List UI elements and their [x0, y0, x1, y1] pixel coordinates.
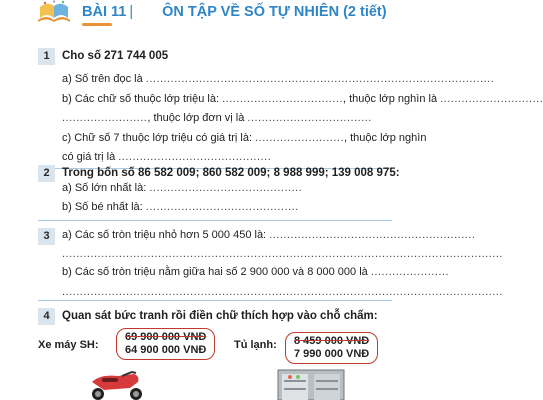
blank-dots[interactable]: ...........................................	[145, 201, 299, 213]
blank-dots[interactable]: ......................	[370, 266, 450, 278]
answer-line-3a2	[62, 248, 503, 260]
section-divider	[38, 220, 392, 221]
blank-dots[interactable]: .........................	[255, 132, 345, 144]
answer-line-1c2: có giá trị là ...........................................	[62, 151, 272, 163]
motorbike-illustration	[78, 370, 158, 400]
question-title: Trong bốn số 86 582 009; 860 582 009; 8 988 999; 139 008 975:	[62, 167, 400, 179]
question-number-badge: 1	[38, 48, 55, 65]
fridge-illustration	[276, 368, 346, 400]
title-accent-bar	[82, 23, 112, 26]
question-number-badge: 4	[38, 308, 55, 325]
question-number-badge: 3	[38, 228, 55, 245]
question-title: Cho số 271 744 005	[62, 50, 169, 62]
blank-dots[interactable]: ..................................................................................................	[145, 73, 495, 85]
blank-dots[interactable]: .............................	[440, 93, 543, 105]
blank-dots[interactable]: ...........................................	[149, 182, 303, 194]
blank-dots[interactable]: ............................................................................................................................	[62, 248, 503, 260]
motorbike-label: Xe máy SH:	[38, 339, 99, 351]
blank-dots[interactable]: ............................................................................................................................	[62, 286, 503, 298]
section-divider	[38, 300, 392, 301]
answer-line-2b: b) Số bé nhất là: ...........................................	[62, 201, 299, 213]
new-price: 7 990 000 VNĐ	[294, 348, 370, 360]
blank-dots[interactable]: ..........................................................	[269, 229, 476, 241]
answer-line-3b2	[62, 286, 503, 298]
title-separator: |	[129, 4, 134, 20]
question-number-badge: 2	[38, 165, 55, 182]
fridge-price-tag	[285, 332, 378, 364]
answer-line-2a: a) Số lớn nhất là: ...........................................	[62, 182, 303, 194]
answer-line-1a: a) Số trên đọc là ..................................................................................................	[62, 73, 495, 85]
old-price: 69 900 000 VNĐ	[125, 331, 207, 343]
blank-dots[interactable]: ..................................	[222, 93, 344, 105]
lesson-header	[0, 0, 400, 30]
lesson-title	[82, 4, 387, 20]
blank-dots[interactable]: ........................	[62, 112, 148, 124]
fridge-label: Tủ lạnh:	[234, 339, 277, 351]
answer-line-3b: b) Các số tròn triệu nằm giữa hai số 2 900 000 và 8 000 000 là ......................	[62, 266, 450, 278]
answer-line-1b2: ........................, thuộc lớp đơn vị là ...................................	[62, 112, 372, 124]
new-price: 64 900 000 VNĐ	[125, 344, 207, 356]
old-price: 8 459 000 VNĐ	[294, 335, 370, 347]
answer-line-3a: a) Các số tròn triệu nhỏ hơn 5 000 450 là: ..........................................................	[62, 229, 476, 241]
lesson-topic: ÔN TẬP VỀ SỐ TỰ NHIÊN (2 tiết)	[162, 4, 387, 20]
answer-line-1c: c) Chữ số 7 thuộc lớp triệu có giá trị là: ........................., thuộc lớp nghìn	[62, 132, 427, 144]
blank-dots[interactable]: ...........................................	[118, 151, 272, 163]
question-title: Quan sát bức tranh rồi điền chữ thích hợp vào chỗ chấm:	[62, 310, 378, 322]
motorbike-price-tag	[116, 328, 215, 360]
lesson-number: BÀI 11	[82, 4, 127, 20]
blank-dots[interactable]: ...................................	[247, 112, 372, 124]
open-book-icon	[36, 0, 72, 24]
answer-line-1b: b) Các chữ số thuộc lớp triệu là: .................................., thuộc lớp nghìn là .............................	[62, 93, 543, 105]
